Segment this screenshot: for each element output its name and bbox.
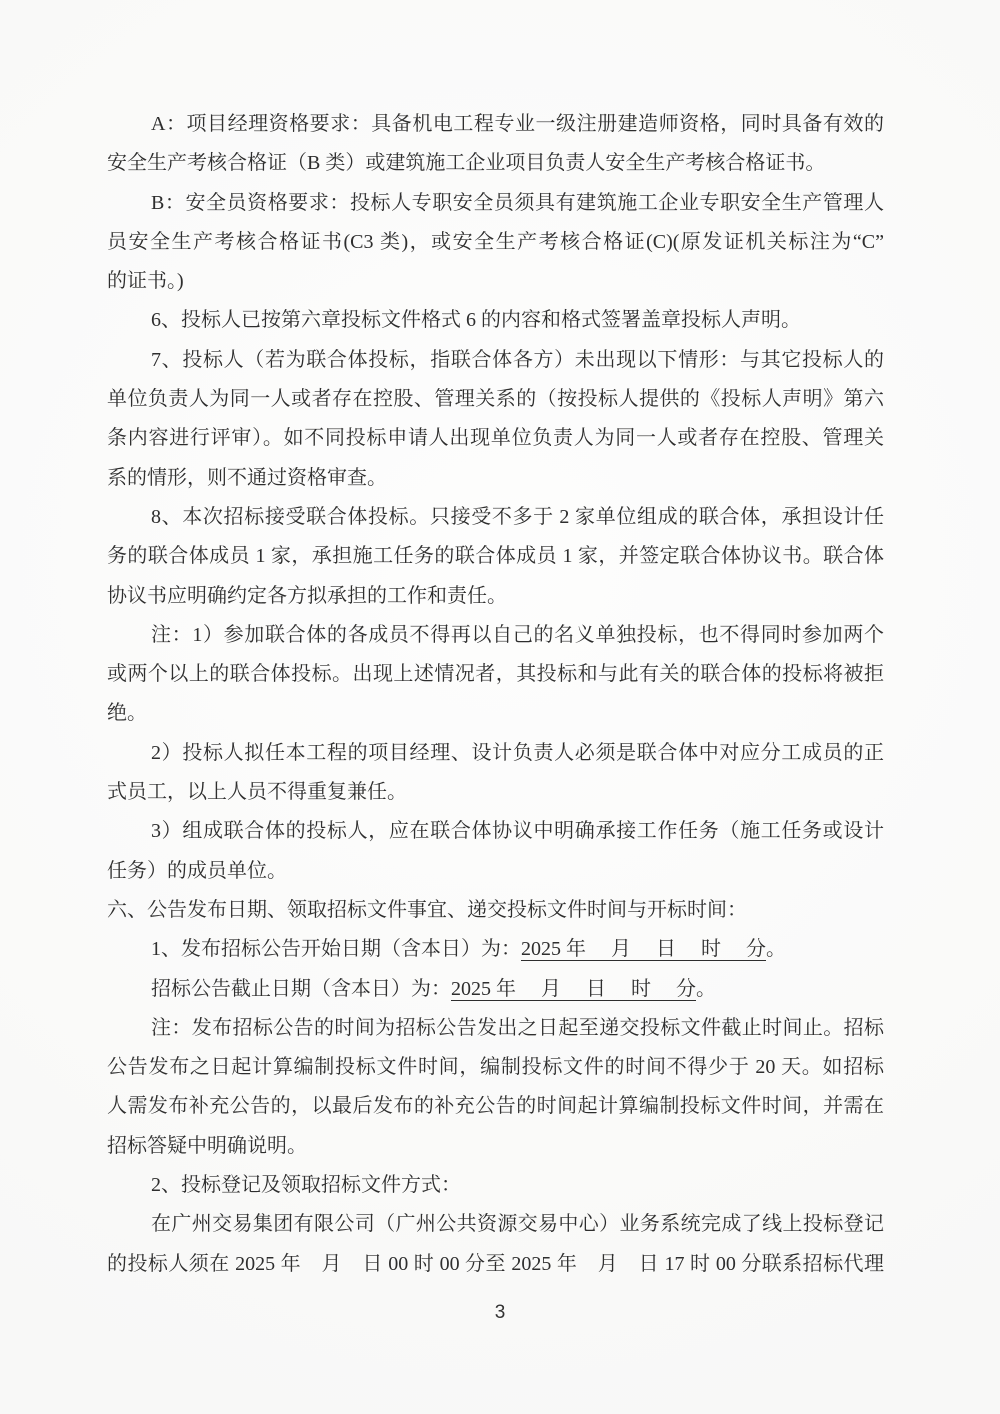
text-line: 的证书。): [107, 270, 184, 293]
text-line: 系的情形，则不通过资格审查。: [107, 466, 387, 489]
text-line-clause-6: 6、投标人已按第六章投标文件格式 6 的内容和格式签署盖章投标人声明。: [151, 309, 801, 332]
text-line-note-3: 3）组成联合体的投标人，应在联合体协议中明确承接工作任务（施工任务或设计: [151, 820, 884, 843]
date-line-announcement-end: [107, 970, 884, 1009]
text-line: 或两个以上的联合体投标。出现上述情况者，其投标和与此有关的联合体的投标将被拒: [107, 663, 884, 686]
text-line-note-2: 2）投标人拟任本工程的项目经理、设计负责人必须是联合体中对应分工成员的正: [151, 741, 884, 764]
date-line-announcement-start: [107, 930, 884, 969]
text-line-note: 注：发布招标公告的时间为招标公告发出之日起至递交投标文件截止时间止。招标: [151, 1016, 884, 1039]
date-line-prefix: 1、发布招标公告开始日期（含本日）为：: [151, 938, 521, 961]
page-number: 3: [494, 1302, 506, 1323]
section-heading-6: 六、公告发布日期、领取招标文件事宜、递交投标文件时间与开标时间：: [107, 898, 747, 921]
text-line-clause-8: 8、本次招标接受联合体投标。只接受不多于 2 家单位组成的联合体，承担设计任: [151, 505, 884, 528]
text-line: 务的联合体成员 1 家，承担施工任务的联合体成员 1 家，并签定联合体协议书。联合体: [107, 545, 884, 568]
text-line: 在广州交易集团有限公司（广州公共资源交易中心）业务系统完成了线上投标登记: [151, 1213, 884, 1236]
text-line: 协议书应明确约定各方拟承担的工作和责任。: [107, 584, 507, 607]
text-line: 员安全生产考核合格证书(C3 类)，或安全生产考核合格证(C)(原发证机关标注为“C”: [107, 230, 884, 253]
text-line-clause-7: 7、投标人（若为联合体投标，指联合体各方）未出现以下情形：与其它投标人的: [151, 348, 884, 371]
text-line-note-1: 注：1）参加联合体的各成员不得再以自己的名义单独投标，也不得同时参加两个: [151, 623, 884, 646]
date-fill-in-blank: 2025 年 月 日 时 分: [451, 977, 696, 1000]
text-line: 安全生产考核合格证（B 类）或建筑施工企业项目负责人安全生产考核合格证书。: [107, 152, 826, 175]
text-line: 单位负责人为同一人或者存在控股、管理关系的（按投标人提供的《投标人声明》第六: [107, 388, 884, 411]
date-fill-in-blank: 2025 年 月 日 时 分: [521, 938, 766, 961]
text-line: 招标答疑中明确说明。: [107, 1134, 307, 1157]
text-line: 式员工，以上人员不得重复兼任。: [107, 781, 407, 804]
text-line-clause-2-registration: 2、投标登记及领取招标文件方式：: [151, 1174, 461, 1197]
date-line-suffix: 。: [766, 938, 786, 961]
date-line-prefix: 招标公告截止日期（含本日）为：: [151, 977, 451, 1000]
text-line: 公告发布之日起计算编制投标文件时间，编制投标文件的时间不得少于 20 天。如招标: [107, 1056, 884, 1079]
text-line: 绝。: [107, 702, 147, 725]
date-line-suffix: 。: [696, 977, 716, 1000]
text-line: 的投标人须在 2025 年 月 日 00 时 00 分至 2025 年 月 日 17 时 00 分联系招标代理: [107, 1252, 884, 1275]
text-line: 任务）的成员单位。: [107, 859, 287, 882]
text-line: 条内容进行评审）。如不同投标申请人出现单位负责人为同一人或者存在控股、管理关: [107, 427, 884, 450]
text-line: 人需发布补充公告的，以最后发布的补充公告的时间起计算编制投标文件时间，并需在: [107, 1095, 884, 1118]
document-text-block: [107, 105, 884, 1284]
text-line: B：安全员资格要求：投标人专职安全员须具有建筑施工企业专职安全生产管理人: [151, 191, 884, 214]
text-line: A：项目经理资格要求：具备机电工程专业一级注册建造师资格，同时具备有效的: [151, 113, 884, 135]
